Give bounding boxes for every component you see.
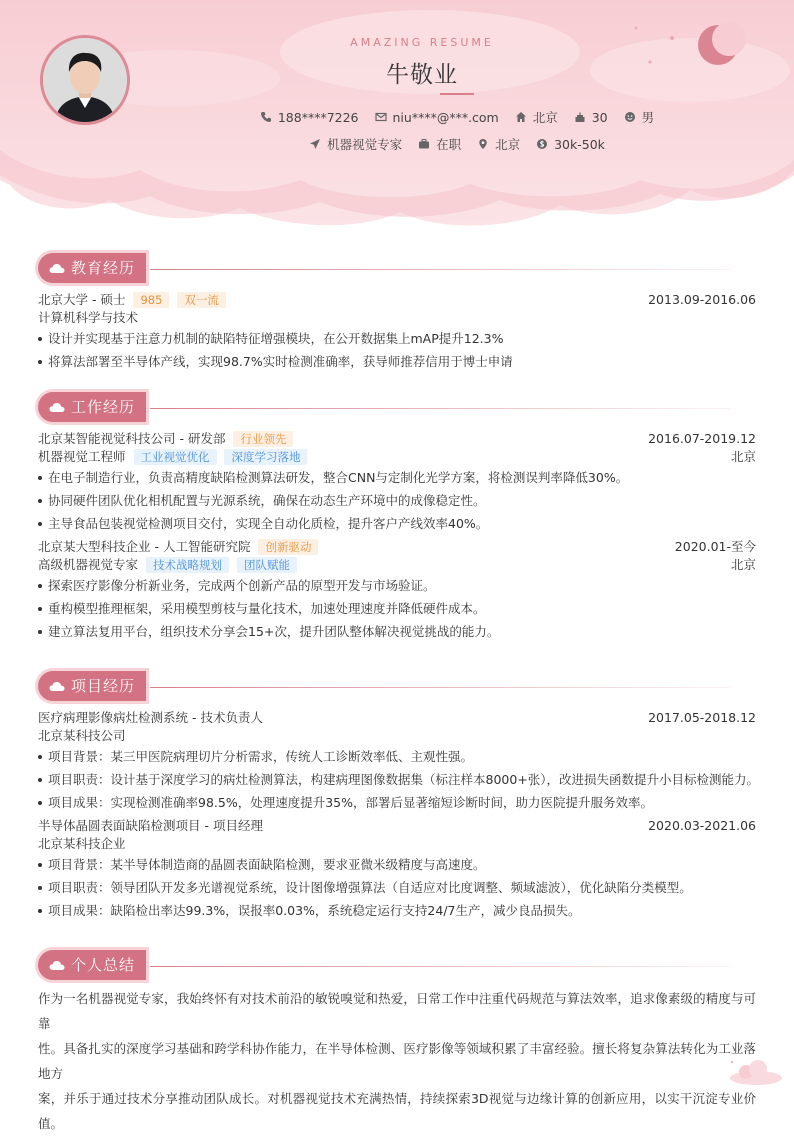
contact-home-text: 北京 [532, 110, 558, 125]
list-item: 探索医疗影像分析新业务，完成两个创新产品的原型开发与市场验证。 [38, 577, 756, 595]
job-company-row [38, 430, 756, 448]
job-period: 2016.07-2019.12 [648, 431, 756, 446]
list-item: 将算法部署至半导体产线，实现98.7%实时检测准确率，获导师推荐信用于博士申请 [38, 353, 756, 371]
list-item: 主导食品包装视觉检测项目交付，实现全自动化质检，提升客户产线效率40%。 [38, 515, 756, 533]
list-item: 项目成果：缺陷检出率达99.3%，误报率0.03%，系统稳定运行支持24/7生产，减少良品损失。 [38, 902, 756, 920]
list-item: 项目背景：某三甲医院病理切片分析需求，传统人工诊断效率低、主观性强。 [38, 748, 756, 766]
contact-home [515, 108, 558, 126]
project-bullets [38, 748, 760, 812]
education-period: 2013.09-2016.06 [648, 292, 756, 307]
contact-email-text: niu****@***.com [392, 109, 499, 125]
job-target [309, 135, 402, 153]
job-position-row [38, 556, 756, 574]
list-item: 项目职责：设计基于深度学习的病灶检测算法，构建病理图像数据集（标注样本8000+张），改进损失函数提升小目标检测能力。 [38, 771, 756, 789]
job-position-tag: 团队赋能 [237, 557, 297, 573]
job-position: 高级机器视觉专家 [38, 557, 139, 572]
education-bullets [38, 330, 756, 371]
project-company-row [38, 727, 756, 745]
job-salary-text: 30k-50k [554, 136, 605, 152]
send-icon [309, 138, 321, 150]
job-position-row [38, 448, 756, 466]
name-underline [440, 93, 474, 95]
section-divider [150, 408, 730, 409]
project-company: 北京某科技公司 [38, 728, 126, 743]
education-header [38, 253, 756, 285]
decorative-cloud-icon [728, 1058, 784, 1086]
project-name: 医疗病理影像病灶检测系统 - 技术负责人 [38, 710, 263, 725]
projects-section [38, 671, 760, 925]
job-period: 2020.01-至今 [674, 539, 756, 554]
job-salary [536, 137, 605, 152]
projects-header [38, 671, 756, 703]
summary-title: 个人总结 [71, 956, 136, 974]
education-section [38, 253, 756, 376]
summary-line: 作为一名机器视觉专家，我始终怀有对技术前沿的敏锐嗅觉和热爱，日常工作中注重代码规范与算法效率，追求像素级的精度与可靠 [38, 991, 756, 1031]
summary-line: 性。具备扎实的深度学习基础和跨学科协作能力，在半导体检测、医疗影像等领域积累了丰富经验。擅长将复杂算法转化为工业落地方 [38, 1041, 756, 1081]
summary-section [38, 950, 756, 1136]
education-school-row [38, 291, 756, 309]
job-position-tag: 技术战略规划 [146, 557, 229, 573]
education-title-pill [38, 253, 146, 283]
school-name: 北京大学 - 硕士 [38, 292, 126, 307]
summary-line: 案，并乐于通过技术分享推动团队成长。对机器视觉技术充满热情，持续探索3D视觉与边缘计算的创新应用，以实干沉淀专业价值。 [38, 1091, 756, 1131]
project-period: 2017.05-2018.12 [648, 710, 756, 725]
resume-header [0, 0, 794, 232]
job-bullets [38, 577, 756, 641]
job-status-text: 在职 [436, 137, 462, 152]
projects-title-pill [38, 671, 146, 701]
project-name-row [38, 817, 756, 835]
contact-phone [260, 110, 359, 125]
project-bullets [38, 856, 756, 920]
list-item: 协同硬件团队优化相机配置与光源系统，确保在动态生产环境中的成像稳定性。 [38, 492, 756, 510]
resume-tagline: AMAZING RESUME [350, 36, 494, 49]
contact-email [375, 110, 499, 125]
project-company-row [38, 835, 756, 853]
summary-header [38, 950, 756, 982]
money-icon [536, 138, 548, 150]
contact-age-text: 30 [591, 109, 608, 125]
list-item: 项目成果：实现检测准确率98.5%，处理速度提升35%，部署后显著缩短诊断时间，助力医院提升服务效率。 [38, 794, 756, 812]
briefcase-icon [418, 138, 430, 150]
job-position-tag: 深度学习落地 [224, 449, 307, 465]
summary-title-pill [38, 950, 146, 980]
job-company-tag: 行业领先 [233, 431, 293, 447]
contact-row [0, 108, 794, 126]
education-major-row [38, 309, 756, 327]
job-city: 北京 [730, 449, 756, 464]
cloud-icon [49, 402, 65, 412]
list-item: 重构模型推理框架，采用模型剪枝与量化技术，加速处理速度并降低硬件成本。 [38, 600, 756, 618]
job-bullets [38, 469, 756, 533]
job-company: 北京某智能视觉科技公司 - 研发部 [38, 431, 226, 446]
project-name: 半导体晶圆表面缺陷检测项目 - 项目经理 [38, 818, 263, 833]
cloud-icon [49, 960, 65, 970]
job-position: 机器视觉工程师 [38, 449, 126, 464]
cloud-icon [49, 681, 65, 691]
job-info-row [0, 135, 794, 153]
home-icon [515, 111, 527, 123]
job-city-text: 北京 [495, 137, 521, 152]
smile-icon [624, 111, 636, 123]
school-tag-double-first-class: 双一流 [177, 292, 226, 308]
candidate-name: 牛敬业 [386, 62, 458, 88]
list-item: 设计并实现基于注意力机制的缺陷特征增强模块，在公开数据集上mAP提升12.3% [38, 330, 756, 348]
job-city: 北京 [730, 557, 756, 572]
education-title: 教育经历 [71, 259, 136, 277]
contact-gender [624, 108, 655, 126]
summary-text [38, 986, 756, 1136]
contact-phone-text: 188****7226 [277, 109, 359, 125]
project-period: 2020.03-2021.06 [648, 818, 756, 833]
job-company-row [38, 538, 756, 556]
work-section [38, 392, 756, 646]
job-target-text: 机器视觉专家 [327, 137, 403, 152]
phone-icon [260, 111, 272, 123]
job-city [477, 135, 520, 153]
cake-icon [574, 111, 586, 123]
work-title-pill [38, 392, 146, 422]
list-item: 项目背景：某半导体制造商的晶圆表面缺陷检测，要求亚微米级精度与高速度。 [38, 856, 756, 874]
list-item: 在电子制造行业，负责高精度缺陷检测算法研发，整合CNN与定制化光学方案，将检测误判率降低30%。 [38, 469, 756, 487]
work-header [38, 392, 756, 424]
job-company-tag: 创新驱动 [258, 539, 318, 555]
contact-age [574, 110, 608, 125]
job-company: 北京某大型科技企业 - 人工智能研究院 [38, 539, 251, 554]
major: 计算机科学与技术 [38, 310, 139, 325]
section-divider [150, 966, 730, 967]
school-tag-985: 985 [133, 292, 169, 308]
project-company: 北京某科技企业 [38, 836, 126, 851]
list-item: 项目职责：领导团队开发多光谱视觉系统，设计图像增强算法（自适应对比度调整、频域滤波），优化缺陷分类模型。 [38, 879, 756, 897]
section-divider [150, 269, 730, 270]
project-name-row [38, 709, 756, 727]
job-position-tag: 工业视觉优化 [134, 449, 217, 465]
work-title: 工作经历 [71, 398, 136, 416]
mail-icon [375, 111, 387, 123]
cloud-icon [49, 263, 65, 273]
contact-gender-text: 男 [641, 110, 655, 125]
job-status [418, 135, 461, 153]
list-item: 建立算法复用平台，组织技术分享会15+次，提升团队整体解决视觉挑战的能力。 [38, 623, 756, 641]
projects-title: 项目经历 [71, 677, 136, 695]
section-divider [150, 687, 730, 688]
location-pin-icon [477, 138, 489, 150]
